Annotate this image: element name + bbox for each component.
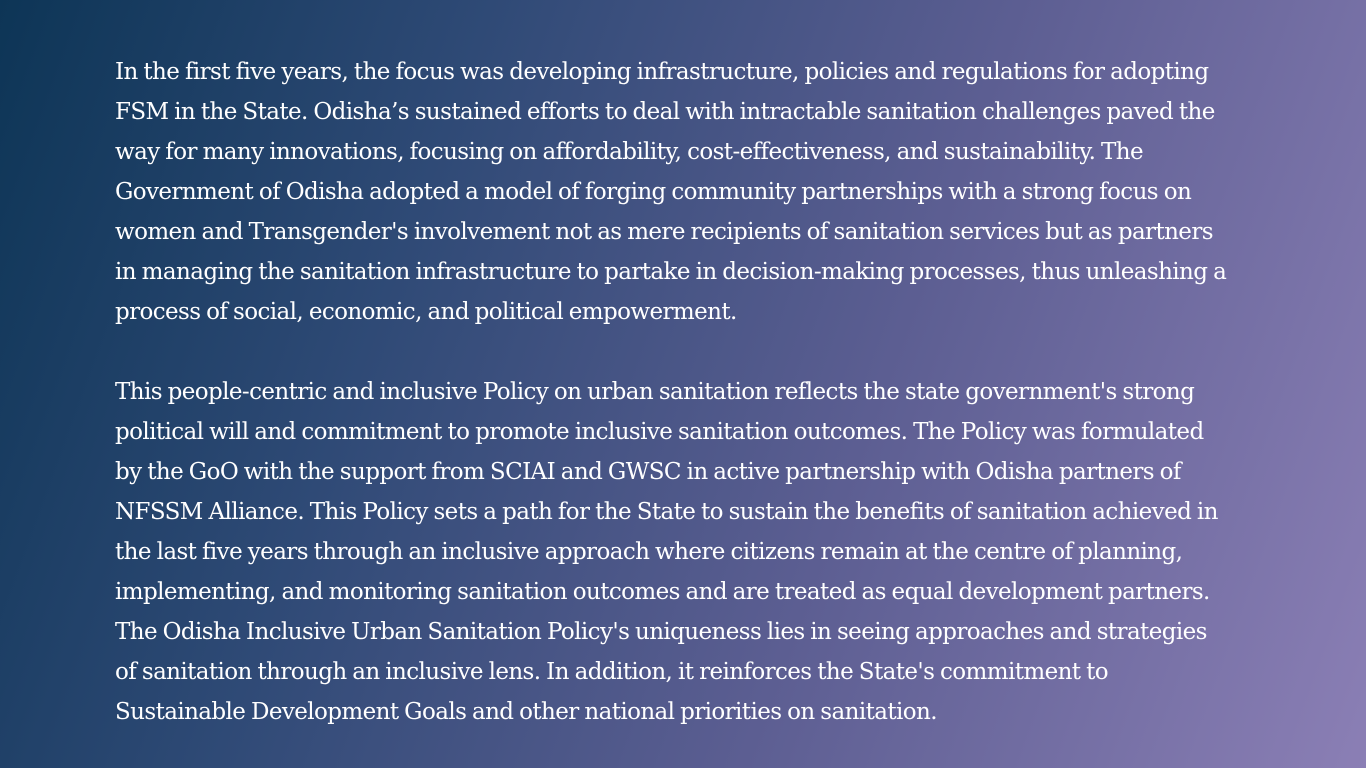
paragraph-inclusive-policy: This people-centric and inclusive Policy on urban sanitation reflects the state government's strong political will and commitment to promote inclusive sanitation outcomes. The Policy was formulated by the GoO with the support from SCIAI and GWSC in active partnership with Odisha partners of NFSSM Alliance. This Policy sets a path for the State to sustain the benefits of sanitation achieved in the last five years through an inclusive approach where citizens remain at the centre of planning, implementing, and monitoring sanitation outcomes and are treated as equal development partners. The Odisha Inclusive Urban Sanitation Policy's uniqueness lies in seeing approaches and strategies of sanitation through an inclusive lens. In addition, it reinforces the State's commitment to Sustainable Development Goals and other national priorities on sanitation. — [115, 379, 1218, 725]
paragraph-fsm-background: In the first five years, the focus was developing infrastructure, policies and regulations for adopting FSM in the State. Odisha’s sustained efforts to deal with intractable sanitation challenges paved the way for many innovations, focusing on affordability, cost-effectiveness, and sustainability. The Government of Odisha adopted a model of forging community partnerships with a strong focus on women and Transgender's involvement not as mere recipients of sanitation services but as partners in managing the sanitation infrastructure to partake in decision-making processes, thus unleashing a process of social, economic, and political empowerment. — [115, 59, 1227, 325]
text-content — [115, 52, 1230, 732]
